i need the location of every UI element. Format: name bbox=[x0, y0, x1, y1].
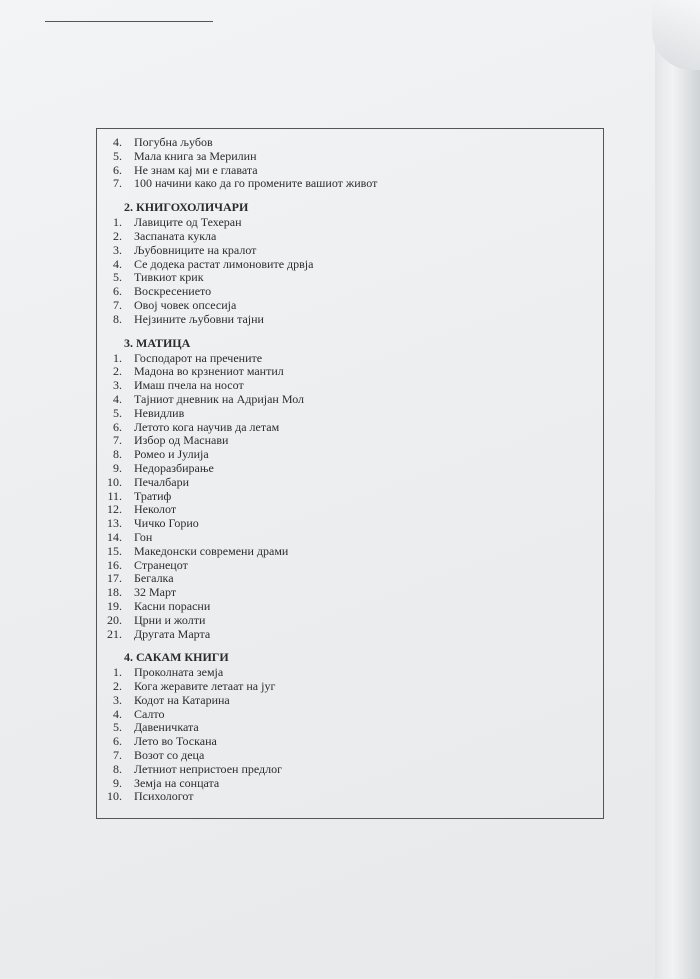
item-title: Тратиф bbox=[134, 488, 172, 503]
item-number: 7. bbox=[113, 748, 122, 763]
item-title: Нејзините љубовни тајни bbox=[134, 311, 264, 326]
list-item bbox=[96, 694, 604, 708]
item-number: 17. bbox=[107, 571, 122, 586]
item-number: 7. bbox=[113, 176, 122, 191]
item-title: Психологот bbox=[134, 789, 194, 804]
section-title: 2. КНИГОХОЛИЧАРИ bbox=[124, 200, 249, 215]
item-title: Недоразбирање bbox=[134, 460, 214, 475]
list-item bbox=[96, 708, 604, 722]
item-number: 6. bbox=[113, 162, 122, 177]
item-number: 1. bbox=[113, 665, 122, 680]
section-list bbox=[96, 216, 604, 326]
item-title: Мадона во крзнениот мантил bbox=[134, 364, 284, 379]
item-number: 10. bbox=[107, 789, 122, 804]
item-title: 100 начини како да го промените вашиот живот bbox=[134, 176, 378, 191]
list-item bbox=[96, 559, 604, 573]
item-title: Тивкиот крик bbox=[134, 270, 204, 285]
item-title: Земја на сонцата bbox=[134, 775, 220, 790]
item-title: Летниот непристоен предлог bbox=[134, 761, 283, 776]
item-title: Проколната земја bbox=[134, 665, 224, 680]
list-item bbox=[96, 352, 604, 366]
list-item bbox=[96, 407, 604, 421]
list-item bbox=[96, 614, 604, 628]
list-item bbox=[96, 365, 604, 379]
item-title: Кодот на Катарина bbox=[134, 692, 230, 707]
item-title: Тајниот дневник на Адријан Мол bbox=[134, 391, 305, 406]
item-number: 3. bbox=[113, 378, 122, 393]
item-title: Не знам кај ми е главата bbox=[134, 162, 258, 177]
item-title: Мала книга за Мерилин bbox=[134, 148, 257, 163]
list-item bbox=[96, 735, 604, 749]
item-title: Печалбари bbox=[134, 474, 190, 489]
item-number: 1. bbox=[113, 215, 122, 230]
item-title: Македонски современи драми bbox=[134, 543, 289, 558]
item-title: Господарот на пречените bbox=[134, 350, 263, 365]
item-number: 13. bbox=[107, 516, 122, 531]
item-title: Касни порасни bbox=[134, 598, 211, 613]
item-number: 1. bbox=[113, 350, 122, 365]
item-title: Другата Марта bbox=[134, 626, 211, 641]
item-title: Бегалка bbox=[134, 571, 174, 586]
item-number: 3. bbox=[113, 242, 122, 257]
list-item bbox=[96, 164, 604, 178]
item-title: Гон bbox=[134, 529, 153, 544]
item-number: 4. bbox=[113, 135, 122, 149]
item-title: Неколот bbox=[134, 502, 177, 517]
item-title: Избор од Маснави bbox=[134, 433, 229, 448]
list-item bbox=[96, 763, 604, 777]
item-number: 4. bbox=[113, 391, 122, 406]
list-item bbox=[96, 285, 604, 299]
item-title: 32 Март bbox=[134, 585, 177, 600]
item-number: 19. bbox=[107, 598, 122, 613]
item-number: 5. bbox=[113, 405, 122, 420]
list-item bbox=[96, 379, 604, 393]
list-item bbox=[96, 462, 604, 476]
item-title: Кога жеравите летаат на југ bbox=[134, 679, 276, 694]
list-item bbox=[96, 790, 604, 804]
item-title: Овој човек опсесија bbox=[134, 297, 237, 312]
item-number: 18. bbox=[107, 585, 122, 600]
item-title: Странецот bbox=[134, 557, 188, 572]
list-item bbox=[96, 531, 604, 545]
list-item bbox=[96, 680, 604, 694]
item-number: 9. bbox=[113, 775, 122, 790]
item-number: 3. bbox=[113, 692, 122, 707]
section-title: 4. САКАМ КНИГИ bbox=[124, 650, 229, 665]
item-number: 6. bbox=[113, 284, 122, 299]
book-list bbox=[96, 136, 604, 804]
item-title: Невидлив bbox=[134, 405, 185, 420]
list-item bbox=[96, 258, 604, 272]
top-rule bbox=[45, 21, 213, 22]
item-title: Салто bbox=[134, 706, 165, 721]
item-number: 5. bbox=[113, 720, 122, 735]
item-title: Се додека растат лимоновите дрвја bbox=[134, 256, 314, 271]
item-title: Љубовниците на кралот bbox=[134, 242, 257, 257]
list-item bbox=[96, 572, 604, 586]
item-number: 5. bbox=[113, 270, 122, 285]
item-number: 2. bbox=[113, 364, 122, 379]
paper-edge bbox=[655, 0, 700, 979]
list-item bbox=[96, 244, 604, 258]
list-item bbox=[96, 600, 604, 614]
list-item bbox=[96, 230, 604, 244]
section-title: 3. МАТИЦА bbox=[124, 335, 191, 350]
item-number: 21. bbox=[107, 626, 122, 641]
item-number: 6. bbox=[113, 734, 122, 749]
item-title: Возот со деца bbox=[134, 748, 205, 763]
section-list bbox=[96, 666, 604, 804]
item-number: 2. bbox=[113, 679, 122, 694]
list-item bbox=[96, 628, 604, 642]
list-item bbox=[96, 271, 604, 285]
list-item bbox=[96, 517, 604, 531]
list-item bbox=[96, 313, 604, 327]
list-item bbox=[96, 586, 604, 600]
item-number: 2. bbox=[113, 228, 122, 243]
item-number: 7. bbox=[113, 297, 122, 312]
list-item bbox=[96, 749, 604, 763]
item-number: 9. bbox=[113, 460, 122, 475]
list-item bbox=[96, 434, 604, 448]
item-number: 20. bbox=[107, 612, 122, 627]
list-item bbox=[96, 216, 604, 230]
item-title: Чичко Горио bbox=[134, 516, 199, 531]
list-item bbox=[96, 476, 604, 490]
list-item bbox=[96, 721, 604, 735]
item-title: Имаш пчела на носот bbox=[134, 378, 244, 393]
section-list bbox=[96, 352, 604, 642]
item-title: Воскресението bbox=[134, 284, 212, 299]
item-number: 8. bbox=[113, 447, 122, 462]
item-title: Давеничката bbox=[134, 720, 199, 735]
item-number: 16. bbox=[107, 557, 122, 572]
list-item bbox=[96, 666, 604, 680]
item-title: Погубна љубов bbox=[134, 135, 213, 149]
item-title: Црни и жолти bbox=[134, 612, 206, 627]
item-number: 4. bbox=[113, 706, 122, 721]
list-item bbox=[96, 136, 604, 150]
item-number: 5. bbox=[113, 148, 122, 163]
item-number: 4. bbox=[113, 256, 122, 271]
intro-list bbox=[96, 136, 604, 191]
item-title: Лето во Тоскана bbox=[134, 734, 217, 749]
item-number: 6. bbox=[113, 419, 122, 434]
item-title: Лавиците од Техеран bbox=[134, 215, 242, 230]
item-number: 8. bbox=[113, 311, 122, 326]
item-number: 8. bbox=[113, 761, 122, 776]
list-item bbox=[96, 545, 604, 559]
item-title: Заспаната кукла bbox=[134, 228, 217, 243]
item-title: Ромео и Јулија bbox=[134, 447, 209, 462]
item-number: 10. bbox=[107, 474, 122, 489]
item-number: 14. bbox=[107, 529, 122, 544]
list-item bbox=[96, 503, 604, 517]
item-title: Летото кога научив да летам bbox=[134, 419, 280, 434]
item-number: 15. bbox=[107, 543, 122, 558]
list-item bbox=[96, 393, 604, 407]
list-item bbox=[96, 177, 604, 191]
item-number: 12. bbox=[107, 502, 122, 517]
list-item bbox=[96, 421, 604, 435]
list-item bbox=[96, 448, 604, 462]
item-number: 7. bbox=[113, 433, 122, 448]
list-item bbox=[96, 150, 604, 164]
list-item bbox=[96, 299, 604, 313]
list-item bbox=[96, 490, 604, 504]
item-number: 11. bbox=[107, 488, 122, 503]
list-item bbox=[96, 777, 604, 791]
